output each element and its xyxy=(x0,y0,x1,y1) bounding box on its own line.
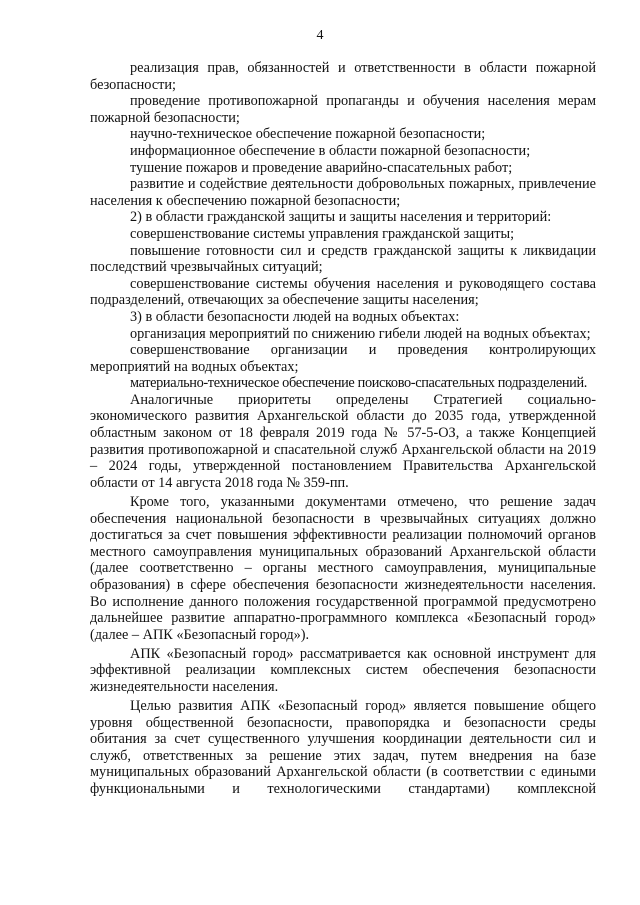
paragraph: реализация прав, обязанностей и ответственности в области пожарной безопасности; xyxy=(90,60,596,93)
page-number: 4 xyxy=(316,28,324,43)
paragraph: тушение пожаров и проведение аварийно-спасательных работ; xyxy=(130,159,513,176)
paragraph: совершенствование системы обучения населения и руководящего состава подразделений, отвечающих за обеспечение защиты населения; xyxy=(90,275,596,309)
paragraph: АПК «Безопасный город» рассматривается как основной инструмент для эффективной реализации комплексных систем обеспечения безопасности жизнедеятельности населения. xyxy=(90,645,596,695)
paragraph: Аналогичные приоритеты определены Стратегией социально-экономического развития Архангельской области до 2035 года, утвержденной областным законом от 18 февраля 2019 года № 57-5-ОЗ, а также Концепцией развития противопожарной и спасательной служб Архангельской области на 2019 – 2024 годы, утвержденной постановлением Правительства Архангельской области от 14 августа 2018 года № 359-пп. xyxy=(90,391,596,491)
paragraph: материально-техническое обеспечение поисково-спасательных подразделений. xyxy=(130,375,588,392)
paragraph: проведение противопожарной пропаганды и обучения населения мерам пожарной безопасности; xyxy=(90,93,596,126)
paragraph: повышение готовности сил и средств гражданской защиты к ликвидации последствий чрезвычайных ситуаций; xyxy=(90,242,596,276)
paragraph: информационное обеспечение в области пожарной безопасности; xyxy=(130,142,531,159)
paragraph: Кроме того, указанными документами отмечено, что решение задач обеспечения национальной безопасности в чрезвычайных ситуациях должно достигаться за счет повышения эффективности реализации полномочий органов местного самоуправления муниципальных образований Архангельской области (далее соответственно – органы местного самоуправления, муниципальные образования) в сфере обеспечения безопасности жизнедеятельности населения. Во исполнение данного положения государственной программой предусмотрено дальнейшее развитие аппаратно-программного комплекса «Безопасный город» (далее – АПК «Безопасный город»). xyxy=(90,493,596,643)
paragraph: научно-техническое обеспечение пожарной безопасности; xyxy=(130,126,486,143)
paragraph: 2) в области гражданской защиты и защиты населения и территорий: xyxy=(130,209,552,226)
paragraph: Целью развития АПК «Безопасный город» является повышение общего уровня общественной безопасности, правопорядка и безопасности среды обитания за счет существенного улучшения координации деятельности сил и служб, ответственных за решение этих задач, путем внедрения на базе муниципальных образований Архангельской области (в соответствии с едиными функциональными и технологическими стандартами) комплексной xyxy=(90,698,596,798)
paragraph: совершенствование системы управления гражданской защиты; xyxy=(130,225,515,242)
paragraph: организация мероприятий по снижению гибели людей на водных объектах; xyxy=(130,325,591,342)
paragraph: совершенствование организации и проведения контролирующих мероприятий на водных объектах; xyxy=(90,342,596,375)
paragraph: 3) в области безопасности людей на водных объектах: xyxy=(130,308,460,325)
document-body xyxy=(90,60,596,798)
paragraph: развитие и содействие деятельности добровольных пожарных, привлечение населения к обеспечению пожарной безопасности; xyxy=(90,176,596,209)
